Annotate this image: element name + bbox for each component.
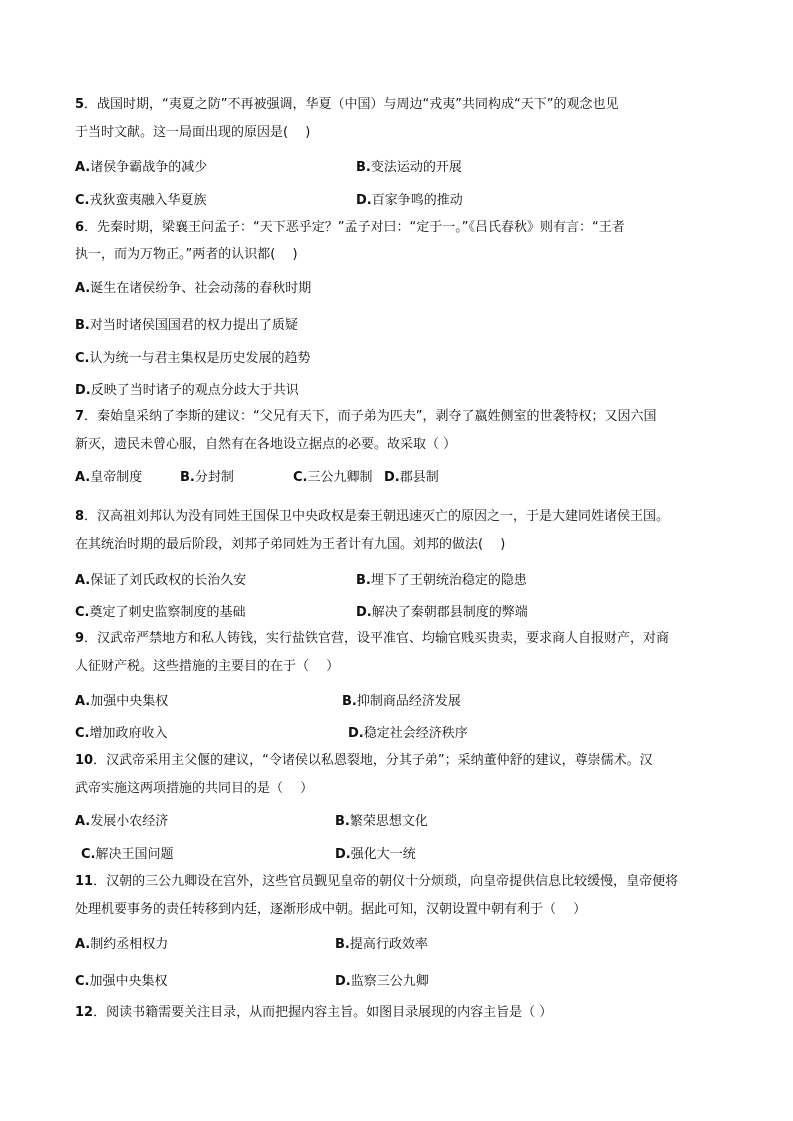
question-12-line-1: 12．阅读书籍需要关注目录，从而把握内容主旨。如图目录展现的内容主旨是（ ） <box>75 1005 553 1020</box>
question-number: 5 <box>75 97 85 112</box>
question-8-line-2: 在其统治时期的最后阶段，刘邦子弟同姓为王者计有九国。刘邦的做法( ) <box>75 537 506 552</box>
question-7-line-2: 新灭，遗民未曾心服，自然有在各地设立据点的必要。故采取（ ） <box>75 437 457 452</box>
question-7-option-c[interactable]: C.三公九卿制 <box>293 470 373 485</box>
question-5-option-b[interactable]: B.变法运动的开展 <box>356 160 462 175</box>
question-10-option-b[interactable]: B.繁荣思想文化 <box>335 814 428 829</box>
question-number: 12 <box>75 1005 94 1020</box>
question-8-option-b[interactable]: B.埋下了王朝统治稳定的隐患 <box>356 573 527 588</box>
question-5-line-2: 于当时文献。这一局面出现的原因是( ) <box>75 125 311 140</box>
question-5-option-d[interactable]: D.百家争鸣的推动 <box>356 193 463 208</box>
question-6-option-d[interactable]: D.反映了当时诸子的观点分歧大于共识 <box>75 383 299 398</box>
question-11-option-a[interactable]: A.制约丞相权力 <box>75 937 169 952</box>
question-10-line-2: 武帝实施这两项措施的共同目的是（ ） <box>75 781 314 796</box>
question-8-line-1: 8．汉高祖刘邦认为没有同姓王国保卫中央政权是秦王朝迅速灭亡的原因之一，于是大建同姓诸侯王国。 <box>75 509 670 524</box>
question-7-option-a[interactable]: A.皇帝制度 <box>75 470 143 485</box>
question-5-line-1: 5．战国时期，“夷夏之防”不再被强调，华夏（中国）与周边“戎夷”共同构成“天下”的观念也见 <box>75 97 619 112</box>
question-number: 11 <box>75 874 94 889</box>
question-7-option-b[interactable]: B.分封制 <box>180 470 234 485</box>
question-11-line-2: 处理机要事务的责任转移到内廷，逐渐形成中朝。据此可知，汉朝设置中朝有利于（ ） <box>75 902 587 917</box>
question-10-option-c[interactable]: C.解决王国问题 <box>81 847 174 862</box>
question-11-option-c[interactable]: C.加强中央集权 <box>75 974 168 989</box>
question-8-option-c[interactable]: C.奠定了刺史监察制度的基础 <box>75 605 246 620</box>
question-5-option-c[interactable]: C.戎狄蛮夷融入华夏族 <box>75 193 207 208</box>
question-number: 6 <box>75 220 85 235</box>
question-7-line-1: 7．秦始皇采纳了李斯的建议：“父兄有天下，而子弟为匹夫”，剥夺了嬴姓侧室的世袭特权；又因六国 <box>75 409 657 424</box>
question-11-option-b[interactable]: B.提高行政效率 <box>335 937 428 952</box>
question-11-option-d[interactable]: D.监察三公九卿 <box>335 974 429 989</box>
question-9-option-c[interactable]: C.增加政府收入 <box>75 726 168 741</box>
question-9-line-2: 人征财产税。这些措施的主要目的在于（ ） <box>75 659 340 674</box>
question-9-option-b[interactable]: B.抑制商品经济发展 <box>342 694 461 709</box>
question-9-option-d[interactable]: D.稳定社会经济秩序 <box>348 726 468 741</box>
question-9-option-a[interactable]: A.加强中央集权 <box>75 694 169 709</box>
question-6-option-a[interactable]: A.诞生在诸侯纷争、社会动荡的春秋时期 <box>75 281 312 296</box>
question-8-option-d[interactable]: D.解决了秦朝郡县制度的弊端 <box>356 605 528 620</box>
question-number: 9 <box>75 631 85 646</box>
question-number: 8 <box>75 509 85 524</box>
question-10-option-d[interactable]: D.强化大一统 <box>335 847 416 862</box>
question-9-line-1: 9．汉武帝严禁地方和私人铸钱，实行盐铁官营，设平准官、均输官贱买贵卖，要求商人自报财产，对商 <box>75 631 670 646</box>
question-10-option-a[interactable]: A.发展小农经济 <box>75 814 169 829</box>
question-number: 10 <box>75 753 94 768</box>
question-7-option-d[interactable]: D.郡县制 <box>384 470 439 485</box>
question-6-option-c[interactable]: C.认为统一与君主集权是历史发展的趋势 <box>75 351 311 366</box>
question-6-line-1: 6．先秦时期，梁襄王问孟子：“天下恶乎定？”孟子对曰：“定于一。”《吕氏春秋》则有言：“王者 <box>75 220 625 235</box>
question-5-option-a[interactable]: A.诸侯争霸战争的减少 <box>75 160 208 175</box>
question-10-line-1: 10．汉武帝采用主父偃的建议，“令诸侯以私恩裂地，分其子弟”；采纳董仲舒的建议，尊崇儒术。汉 <box>75 753 653 768</box>
question-11-line-1: 11．汉朝的三公九卿设在宫外，这些官员觐见皇帝的朝仪十分烦琐，向皇帝提供信息比较缓慢，皇帝便将 <box>75 874 679 889</box>
question-number: 7 <box>75 409 85 424</box>
question-6-option-b[interactable]: B.对当时诸侯国国君的权力提出了质疑 <box>75 318 298 333</box>
question-6-line-2: 执一，而为万物正。”两者的认识都( ) <box>75 247 298 262</box>
question-8-option-a[interactable]: A.保证了刘氏政权的长治久安 <box>75 573 247 588</box>
